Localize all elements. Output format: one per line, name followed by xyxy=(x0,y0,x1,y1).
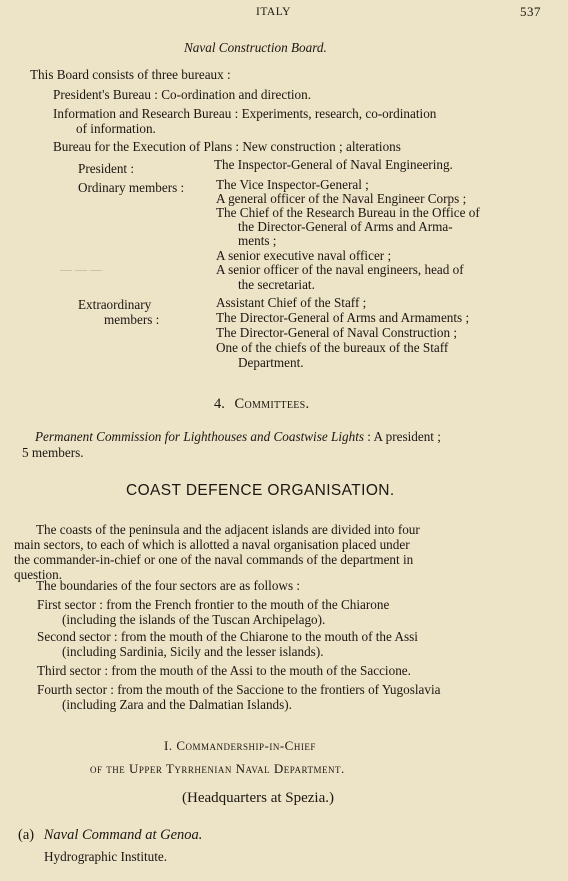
member-line: A general officer of the Naval Engineer Corps ; xyxy=(216,191,467,206)
commission-line xyxy=(35,429,441,444)
sector-line: (including Zara and the Dalmatian Islands). xyxy=(62,697,292,712)
coast-title: COAST DEFENCE ORGANISATION. xyxy=(126,482,395,499)
member-line: The Director-General of Naval Construction ; xyxy=(216,325,458,340)
member-line: One of the chiefs of the bureaux of the Staff xyxy=(216,340,449,355)
section-title: Naval Construction Board. xyxy=(184,40,327,55)
paragraph-line: The coasts of the peninsula and the adjacent islands are divided into four xyxy=(36,522,420,537)
commission-members: 5 members. xyxy=(22,445,84,460)
commission-name: Permanent Commission for Lighthouses and Coastwise Lights xyxy=(35,429,364,444)
naval-command-line xyxy=(18,827,202,844)
member-line: Department. xyxy=(238,355,304,370)
paragraph-line: the commander-in-chief or one of the naval commands of the department in xyxy=(14,552,414,567)
commandership-heading: I. Commandership-in-Chief xyxy=(164,738,316,753)
president-value: The Inspector-General of Naval Engineering. xyxy=(214,157,453,172)
committees-number: 4. xyxy=(214,396,225,412)
member-line: ments ; xyxy=(238,233,277,248)
sector-line: Second sector : from the mouth of the Chiarone to the mouth of the Assi xyxy=(37,629,418,644)
ordinary-label: Ordinary members : xyxy=(78,180,185,195)
sector-line: Fourth sector : from the mouth of the Saccione to the frontiers of Yugoslavia xyxy=(37,682,441,697)
bureau-line: of information. xyxy=(76,121,156,136)
sector-line: (including the islands of the Tuscan Archipelago). xyxy=(62,612,326,627)
extraordinary-label: members : xyxy=(104,312,160,327)
member-line: The Chief of the Research Bureau in the Office of xyxy=(216,205,480,220)
member-line: The Director-General of Arms and Armaments ; xyxy=(216,310,470,325)
member-line: Assistant Chief of the Staff ; xyxy=(216,295,367,310)
member-line: the Director-General of Arms and Arma- xyxy=(238,219,453,234)
member-line: A senior executive naval officer ; xyxy=(216,248,392,263)
board-intro: This Board consists of three bureaux : xyxy=(30,67,231,82)
bureau-line: Bureau for the Execution of Plans : New construction ; alterations xyxy=(53,139,401,154)
page-number: 537 xyxy=(520,4,541,19)
sector-line: First sector : from the French frontier to the mouth of the Chiarone xyxy=(37,597,390,612)
boundaries-intro: The boundaries of the four sectors are as follows : xyxy=(36,578,301,593)
committees-title: Committees. xyxy=(234,396,310,412)
committees-heading xyxy=(214,396,309,413)
sub-item: Hydrographic Institute. xyxy=(44,849,168,864)
commandership-subheading: of the Upper Tyrrhenian Naval Department. xyxy=(90,761,345,776)
commission-rest: : A president ; xyxy=(364,429,441,444)
sector-line: Third sector : from the mouth of the Assi to the mouth of the Saccione. xyxy=(37,663,411,678)
member-line: the secretariat. xyxy=(238,277,315,292)
bureau-line: President's Bureau : Co-ordination and direction. xyxy=(53,87,312,102)
item-marker: (a) xyxy=(18,827,35,843)
paragraph-line: main sectors, to each of which is allotted a naval organisation placed under xyxy=(14,537,410,552)
president-label: President : xyxy=(78,161,135,176)
running-title: ITALY xyxy=(256,6,291,18)
bureau-line: Information and Research Bureau : Experiments, research, co-ordination xyxy=(53,106,437,121)
headquarters-line: (Headquarters at Spezia.) xyxy=(182,790,335,806)
decorative-dash: — — — xyxy=(60,262,102,276)
paragraph-line: question. xyxy=(14,567,62,582)
sector-line: (including Sardinia, Sicily and the lesser islands). xyxy=(62,644,324,659)
extraordinary-label: Extraordinary xyxy=(78,297,152,312)
member-line: A senior officer of the naval engineers, head of xyxy=(216,262,464,277)
member-line: The Vice Inspector-General ; xyxy=(216,177,369,192)
naval-command-title: Naval Command at Genoa. xyxy=(43,827,203,843)
